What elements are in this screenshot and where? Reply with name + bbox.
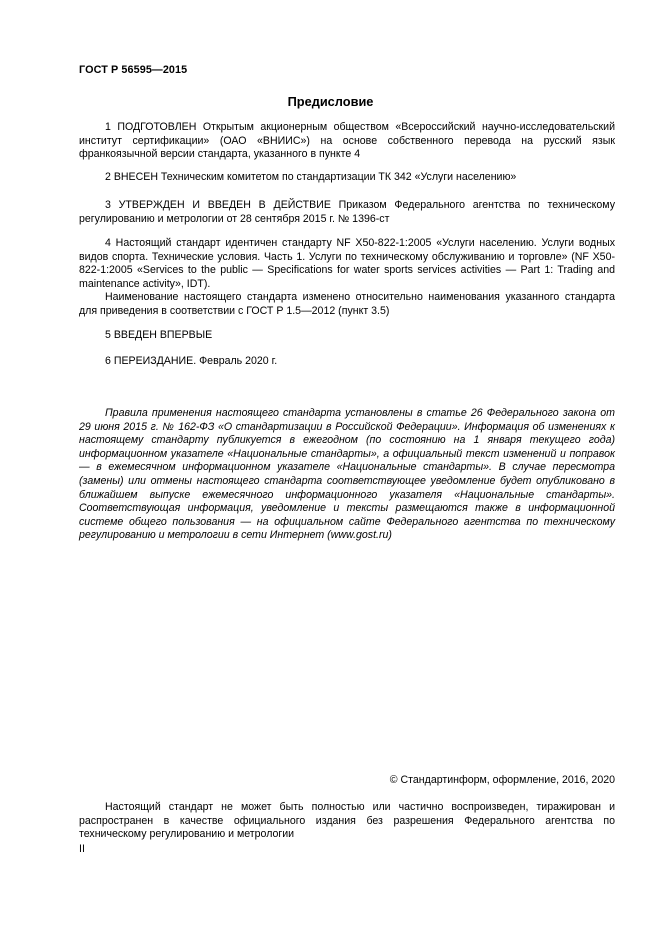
foreword-item-1 <box>79 121 615 162</box>
rules-notice-text: Правила применения настоящего стандарта установлены в статье 26 Федерального закона от 29 июня 2015 г. № 162-ФЗ «О стандартизации в Российской Федерации». Информация об изменениях к настоящему стандарту публикуется в ежегодном (по состоянию на 1 января текущего года) информационном указателе «Национальные стандарты», а официальный текст изменений и поправок — в ежемесячном информационном указателе «Национальные стандарты». В случае пересмотра (замены) или отмены настоящего стандарта соответствующее уведомление будет опубликовано в ближайшем выпуске ежемесячного информационного указателя «Национальные стандарты». Соответствующая информация, уведомление и тексты размещаются также в информационной системе общего пользования — на официальном сайте Федерального агентства по техническому регулированию и метрологии в сети Интернет (www.gost.ru) <box>79 407 615 542</box>
foreword-item-2-text: 2 ВНЕСЕН Техническим комитетом по стандартизации ТК 342 «Услуги населению» <box>105 171 517 183</box>
foreword-item-4-text: 4 Настоящий стандарт идентичен стандарту NF X50-822-1:2005 «Услуги населению. Услуги водных видов спорта. Технические условия. Часть 1. Услуги по техническому обслуживанию и торговле» (NF X50-822-1:2005 «Services to the public — Specifications for water sports services activities — Part 1: Trading and maintenance activity», IDT). <box>79 237 615 290</box>
reproduction-notice <box>79 801 615 842</box>
foreword-item-5 <box>79 329 615 343</box>
foreword-item-4-note: Наименование настоящего стандарта изменено относительно наименования указанного стандарта для приведения в соответствии с ГОСТ Р 1.5—2012 (пункт 3.5) <box>79 291 615 317</box>
reproduction-notice-text: Настоящий стандарт не может быть полностью или частично воспроизведен, тиражирован и распространен в качестве официального издания без разрешения Федерального агентства по техническому регулированию и метрологии <box>79 801 615 841</box>
foreword-item-3 <box>79 199 615 226</box>
page-number: II <box>79 843 85 855</box>
page-title: Предисловие <box>287 94 374 109</box>
foreword-item-6-text: 6 ПЕРЕИЗДАНИЕ. Февраль 2020 г. <box>105 355 278 367</box>
document-code: ГОСТ Р 56595—2015 <box>79 64 188 76</box>
copyright-line: © Стандартинформ, оформление, 2016, 2020 <box>389 774 615 786</box>
rules-notice <box>79 407 615 543</box>
foreword-item-3-text: 3 УТВЕРЖДЕН И ВВЕДЕН В ДЕЙСТВИЕ Приказом Федерального агентства по техническому регулированию и метрологии от 28 сентября 2015 г. № 1396-ст <box>79 199 615 225</box>
foreword-item-2 <box>79 171 615 185</box>
foreword-item-4 <box>79 237 615 319</box>
foreword-item-5-text: 5 ВВЕДЕН ВПЕРВЫЕ <box>105 329 213 341</box>
foreword-item-6 <box>79 355 615 369</box>
foreword-item-1-text: 1 ПОДГОТОВЛЕН Открытым акционерным обществом «Всероссийский научно-исследовательский институт сертификации» (ОАО «ВНИИС») на основе собственного перевода на русский язык франкоязычной версии стандарта, указанного в пункте 4 <box>79 121 615 161</box>
